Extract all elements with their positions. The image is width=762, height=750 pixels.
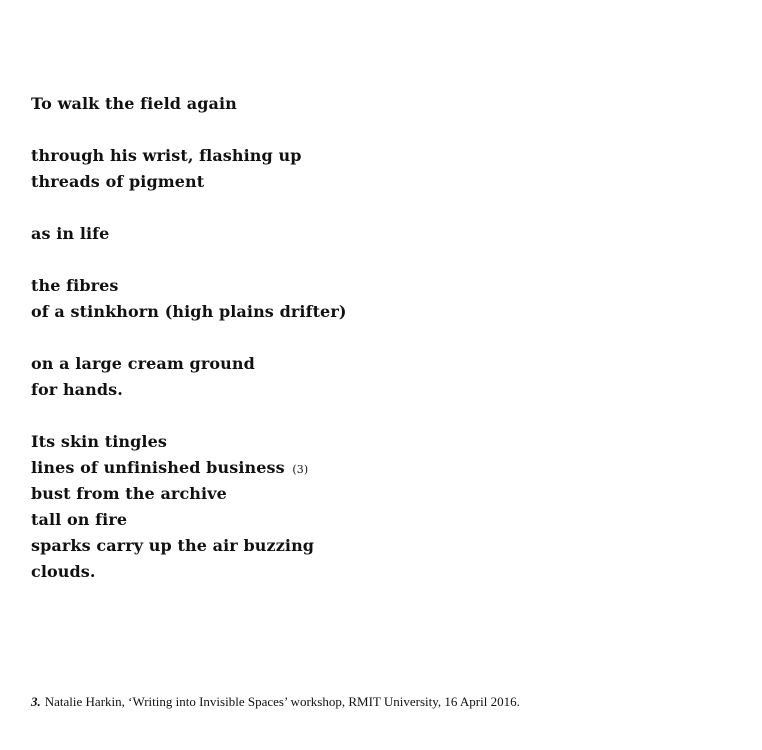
poem-line: of a stinkhorn (high plains drifter) xyxy=(31,302,347,321)
poem-line: the fibres xyxy=(31,276,119,295)
poem-line: sparks carry up the air buzzing xyxy=(31,536,315,555)
stanza xyxy=(31,273,731,325)
footnote-number: 3. xyxy=(31,694,41,709)
poem-line: for hands. xyxy=(31,380,123,399)
poem-line-text: lines of unfinished business xyxy=(31,458,285,477)
stanza xyxy=(31,351,731,403)
poem-line-with-footnote xyxy=(31,455,731,481)
poem-line: through his wrist, flashing up xyxy=(31,146,302,165)
poem-line: Its skin tingles xyxy=(31,432,167,451)
poem-line: as in life xyxy=(31,224,110,243)
poem-line: threads of pigment xyxy=(31,172,205,191)
poem-line: on a large cream ground xyxy=(31,354,255,373)
stanza xyxy=(31,143,731,195)
stanza xyxy=(31,429,731,585)
poem-line: To walk the field again xyxy=(31,94,237,113)
poem-line: clouds. xyxy=(31,562,96,581)
footnote-text: Natalie Harkin, ‘Writing into Invisible Spaces’ workshop, RMIT University, 16 April 2016. xyxy=(44,694,520,709)
footnote-reference[interactable]: (3) xyxy=(292,463,309,476)
stanza xyxy=(31,91,731,117)
footnote xyxy=(31,692,520,712)
poem xyxy=(31,91,731,611)
poem-line: bust from the archive xyxy=(31,484,227,503)
stanza xyxy=(31,221,731,247)
poem-line: tall on fire xyxy=(31,510,128,529)
